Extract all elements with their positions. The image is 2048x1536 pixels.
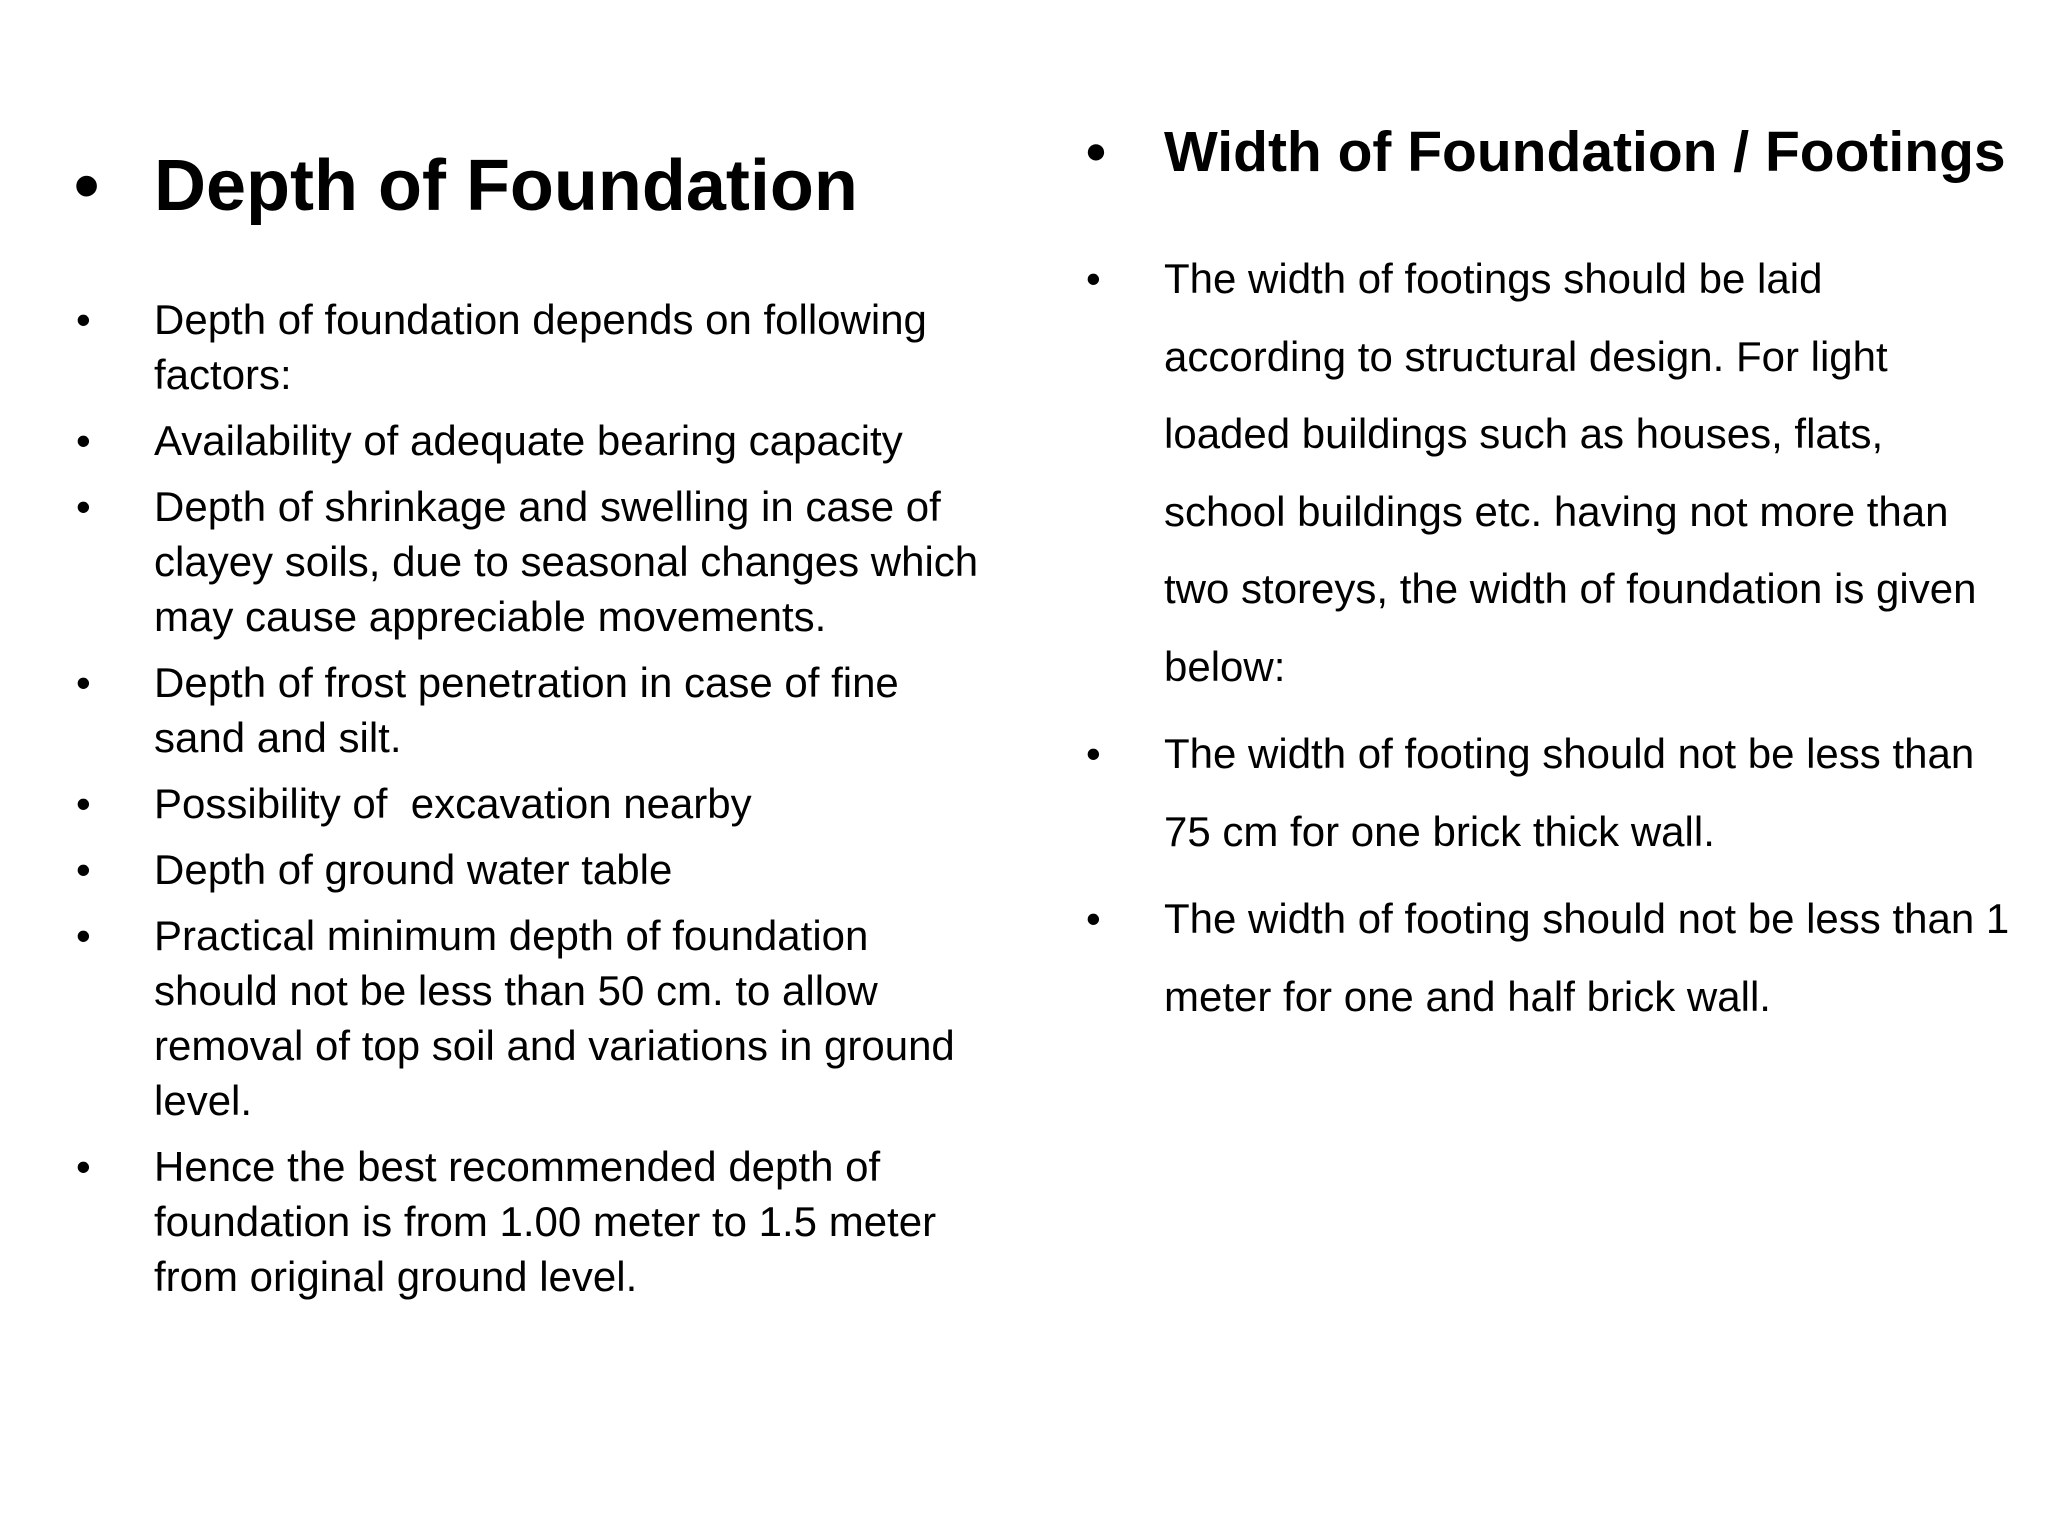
right-heading bbox=[1080, 118, 2010, 186]
bullet: • bbox=[76, 296, 91, 343]
list-item bbox=[70, 413, 990, 468]
list-item bbox=[70, 842, 990, 897]
bullet: • bbox=[1086, 895, 1101, 942]
bullet: • bbox=[76, 846, 91, 893]
left-heading bbox=[70, 140, 990, 232]
left-heading-text: Depth of Foundation bbox=[154, 146, 858, 226]
bullet: • bbox=[76, 483, 91, 530]
right-bullet-list bbox=[1080, 240, 2010, 1035]
list-item-text: Depth of ground water table bbox=[154, 846, 673, 893]
list-item-text: Depth of foundation depends on following factors: bbox=[154, 296, 927, 398]
list-item-text: Possibility of excavation nearby bbox=[154, 780, 752, 827]
list-item-text: The width of footings should be laid according to structural design. For light loaded buildings such as houses, flats, school buildings etc. having not more than two storeys, the width of foundation is given below: bbox=[1164, 255, 1977, 690]
bullet: • bbox=[76, 1143, 91, 1190]
left-bullet-list bbox=[70, 292, 990, 1304]
list-item-text: Practical minimum depth of foundation should not be less than 50 cm. to allow removal of top soil and variations in ground level. bbox=[154, 912, 955, 1124]
bullet: • bbox=[76, 912, 91, 959]
list-item-text: Depth of shrinkage and swelling in case of clayey soils, due to seasonal changes which may cause appreciable movements. bbox=[154, 483, 979, 640]
list-item bbox=[1080, 240, 2010, 705]
bullet: • bbox=[1086, 255, 1101, 302]
bullet: • bbox=[76, 780, 91, 827]
list-item bbox=[70, 908, 990, 1128]
bullet: • bbox=[76, 417, 91, 464]
list-item bbox=[70, 479, 990, 644]
list-item bbox=[70, 655, 990, 765]
bullet: • bbox=[74, 146, 100, 226]
bullet: • bbox=[1086, 730, 1101, 777]
bullet: • bbox=[76, 659, 91, 706]
list-item-text: The width of footing should not be less than 1 meter for one and half brick wall. bbox=[1164, 895, 2010, 1020]
left-column bbox=[70, 140, 990, 1315]
list-item-text: Availability of adequate bearing capacity bbox=[154, 417, 903, 464]
list-item-text: Hence the best recommended depth of foundation is from 1.00 meter to 1.5 meter from original ground level. bbox=[154, 1143, 937, 1300]
list-item-text: The width of footing should not be less than 75 cm for one brick thick wall. bbox=[1164, 730, 1975, 855]
list-item-text: Depth of frost penetration in case of fine sand and silt. bbox=[154, 659, 899, 761]
list-item bbox=[70, 776, 990, 831]
list-item bbox=[1080, 880, 2010, 1035]
right-column bbox=[1080, 118, 2010, 1045]
right-heading-text: Width of Foundation / Footings bbox=[1164, 120, 2006, 184]
bullet: • bbox=[1086, 120, 1106, 184]
list-item bbox=[70, 292, 990, 402]
list-item bbox=[70, 1139, 990, 1304]
list-item bbox=[1080, 715, 2010, 870]
